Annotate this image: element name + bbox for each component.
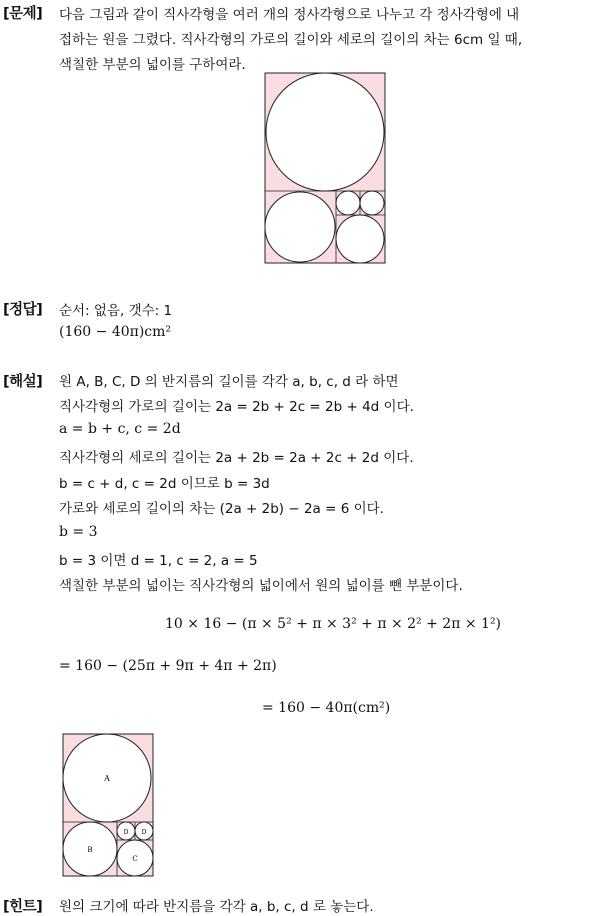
equation-1: 10 × 16 − (π × 5² + π × 3² + π × 2² + 2π × 1²) [165,616,502,632]
solution-line-8: b = 3 이면 d = 1, c = 2, a = 5 [59,553,258,569]
problem-line-1: 다음 그림과 같이 직사각형을 여러 개의 정사각형으로 나누고 각 정사각형에 내 [59,7,520,23]
problem-figure [264,72,386,264]
problem-line-2: 접하는 원을 그렸다. 직사각형의 가로의 길이와 세로의 길이의 차는 6cm 일 때, [59,32,523,48]
circle-d-left [336,191,360,215]
circle-b [265,192,335,262]
solution-line-5: b = c + d, c = 2d 이므로 b = 3d [59,476,270,492]
hint-line: 원의 크기에 따라 반지름을 각각 a, b, c, d 로 놓는다. [59,899,374,915]
label-d-left: D [123,829,129,836]
label-b: B [87,846,93,854]
problem-line-3: 색칠한 부분의 넓이를 구하여라. [59,57,246,73]
equation-3: = 160 − 40π(cm²) [262,700,391,716]
circle-d-right [360,191,384,215]
solution-line-3: a = b + c, c = 2d [59,421,181,437]
answer-line-1: 순서: 없음, 갯수: 1 [59,303,173,319]
solution-line-7: b = 3 [59,524,98,540]
label-d-right: D [141,829,147,836]
equation-2: = 160 − (25π + 9π + 4π + 2π) [59,658,277,674]
hint-tag: [힌트] [3,899,43,915]
problem-tag: [문제] [3,6,43,22]
solution-line-6: 가로와 세로의 길이의 차는 (2a + 2b) − 2a = 6 이다. [59,501,384,517]
solution-line-1: 원 A, B, C, D 의 반지름의 길이를 각각 a, b, c, d 라 하면 [59,374,399,390]
circle-c [336,215,384,263]
solution-tag: [해설] [3,374,43,390]
label-c: C [132,855,138,863]
solution-line-4: 직사각형의 세로의 길이는 2a + 2b = 2a + 2c + 2d 이다. [59,450,414,466]
answer-line-2: (160 − 40π)cm² [59,324,172,340]
circle-a [266,73,384,191]
solution-line-9: 색칠한 부분의 넓이는 직사각형의 넓이에서 원의 넓이를 뺀 부분이다. [59,578,463,594]
solution-figure [62,733,154,878]
solution-line-2: 직사각형의 가로의 길이는 2a = 2b + 2c = 2b + 4d 이다. [59,399,414,415]
answer-tag: [정답] [3,302,43,318]
label-a: A [104,774,110,783]
